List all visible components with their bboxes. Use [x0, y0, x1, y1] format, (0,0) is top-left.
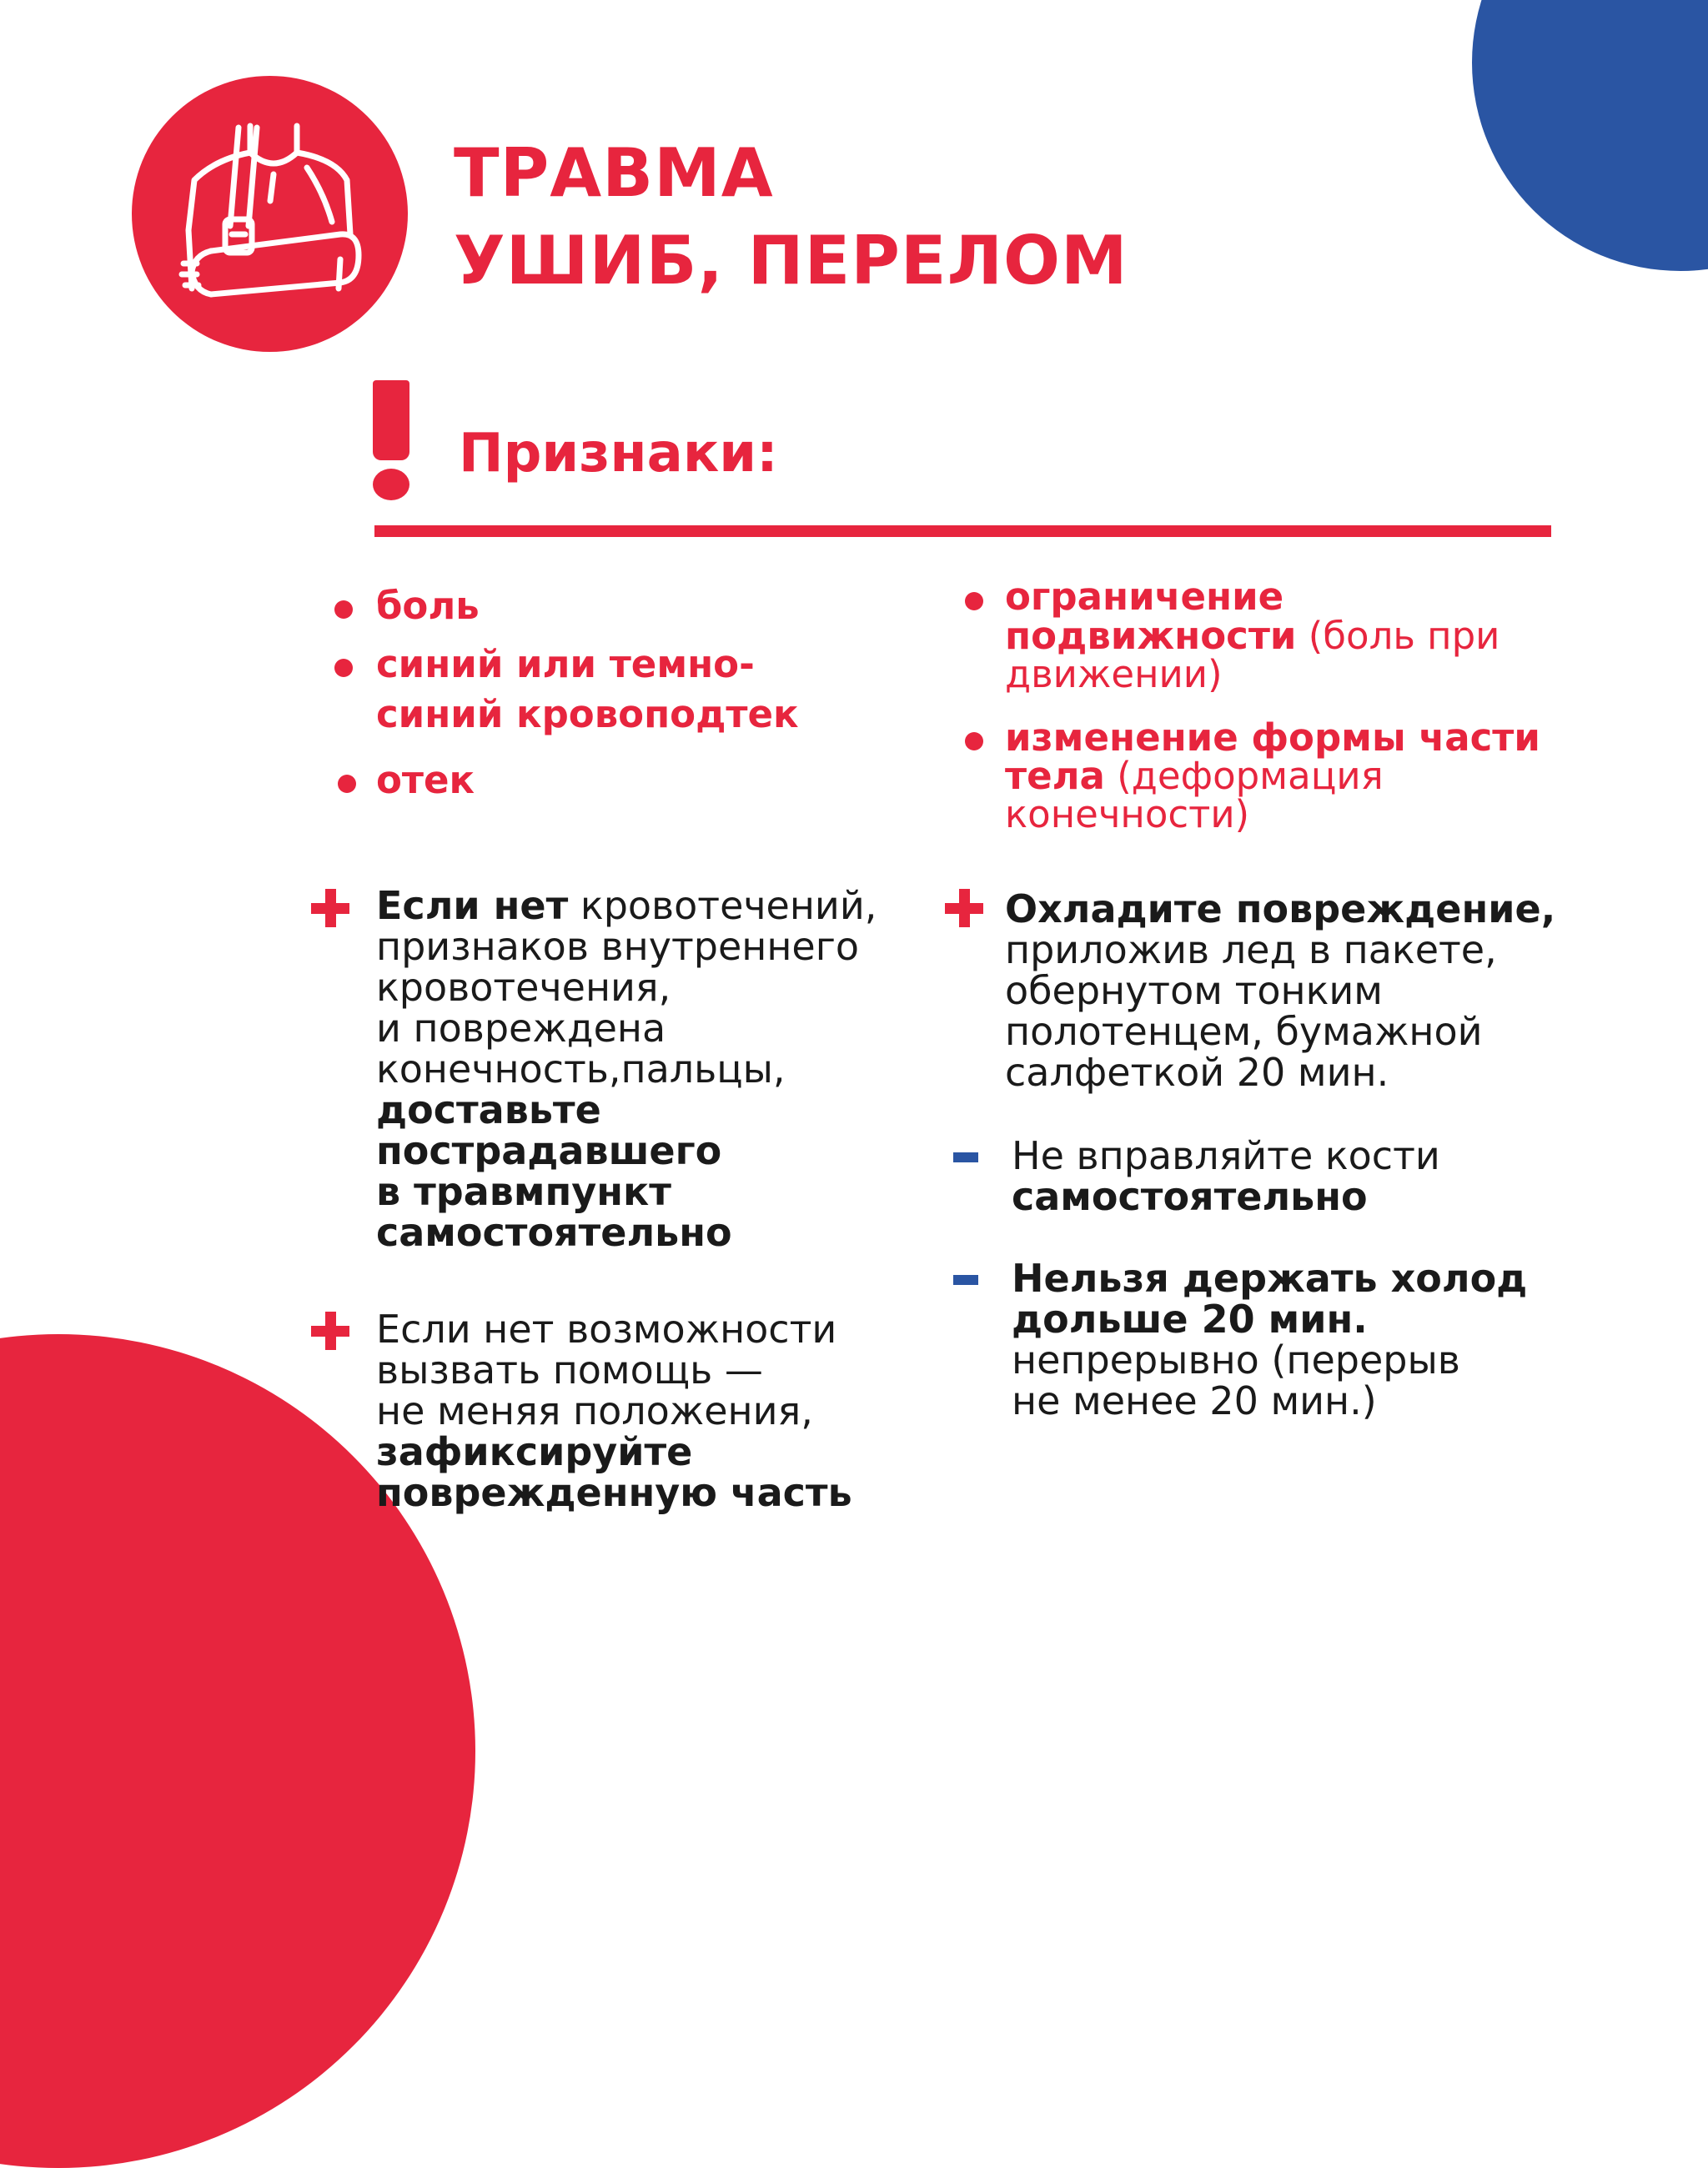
action-immobilize-line-1: Если нет возможности [376, 1307, 837, 1352]
sign-deformity-line-1: изменение формы части [1005, 715, 1540, 760]
action-transport-line-6: доставьте [376, 1087, 601, 1132]
action-cool-line-2: приложив лед в пакете, [1005, 927, 1497, 972]
sign-mobility-line-3: движении) [1005, 652, 1223, 696]
warning-cold-limit-line-4: не менее 20 мин.) [1012, 1378, 1377, 1423]
action-transport-line-9: самостоятельно [376, 1210, 732, 1255]
action-transport-line-1 [376, 883, 877, 928]
bullet-icon [334, 659, 353, 677]
sign-swelling: отек [376, 758, 475, 802]
action-transport-rest: кровотечений, [568, 883, 877, 928]
section-divider [374, 525, 1551, 537]
sign-mobility-line-2 [1005, 616, 1500, 656]
warning-cold-limit-line-1: Нельзя держать холод [1012, 1256, 1528, 1301]
warning-cold-limit-line-2: дольше 20 мин. [1012, 1297, 1368, 1342]
sign-pain: боль [376, 584, 480, 628]
action-immobilize-line-3: не меняя положения, [376, 1388, 813, 1433]
sign-bruise-line-2: синий кровоподтек [376, 692, 799, 736]
action-transport-line-8: в травмпункт [376, 1169, 671, 1214]
bullet-icon [338, 775, 356, 793]
plus-icon [311, 889, 349, 927]
sign-deformity-line-3: конечности) [1005, 792, 1250, 836]
sign-deformity-rest: (деформация [1104, 754, 1384, 798]
plus-icon [945, 889, 983, 927]
action-transport-line-4: и повреждена [376, 1006, 666, 1051]
sign-mobility-line-1: ограничение [1005, 575, 1284, 619]
minus-icon [953, 1275, 978, 1285]
warning-no-reset-line-1: Не вправляйте кости [1012, 1133, 1440, 1178]
action-immobilize-line-4: зафиксируйте [376, 1429, 693, 1474]
sign-deformity-line-2 [1005, 756, 1384, 796]
signs-heading: Признаки: [459, 423, 778, 484]
exclamation-icon [367, 380, 417, 497]
sign-bruise-line-1: синий или темно- [376, 642, 755, 686]
bullet-icon [965, 732, 983, 750]
page-title-line-1: ТРАВМА [454, 134, 774, 212]
plus-icon [311, 1312, 349, 1350]
sign-mobility-bold: подвижности [1005, 614, 1297, 658]
action-transport-line-2: признаков внутреннего [376, 924, 860, 969]
action-transport-line-3: кровотечения, [376, 965, 671, 1010]
sign-deformity-bold: тела [1005, 754, 1105, 798]
action-cool-line-3: обернутом тонким [1005, 968, 1383, 1013]
sign-mobility-rest: (боль при [1296, 614, 1500, 658]
action-transport-bold: Если нет [376, 883, 569, 928]
arm-sling-icon [132, 76, 408, 352]
warning-no-reset-line-2: самостоятельно [1012, 1174, 1368, 1219]
action-immobilize-line-2: вызвать помощь — [376, 1347, 763, 1393]
action-cool-line-4: полотенцем, бумажной [1005, 1009, 1483, 1054]
action-cool-line-5: салфеткой 20 мин. [1005, 1050, 1389, 1095]
decorative-blue-circle [1472, 0, 1708, 271]
page-title-line-2: УШИБ, ПЕРЕЛОМ [454, 222, 1128, 299]
bullet-icon [965, 592, 983, 610]
bullet-icon [334, 600, 353, 619]
action-immobilize-line-5: поврежденную часть [376, 1470, 852, 1515]
action-cool-line-1: Охладите повреждение, [1005, 886, 1556, 931]
minus-icon [953, 1152, 978, 1162]
warning-cold-limit-line-3: непрерывно (перерыв [1012, 1337, 1460, 1383]
action-transport-line-7: пострадавшего [376, 1128, 722, 1173]
action-transport-line-5: конечность,пальцы, [376, 1046, 786, 1092]
